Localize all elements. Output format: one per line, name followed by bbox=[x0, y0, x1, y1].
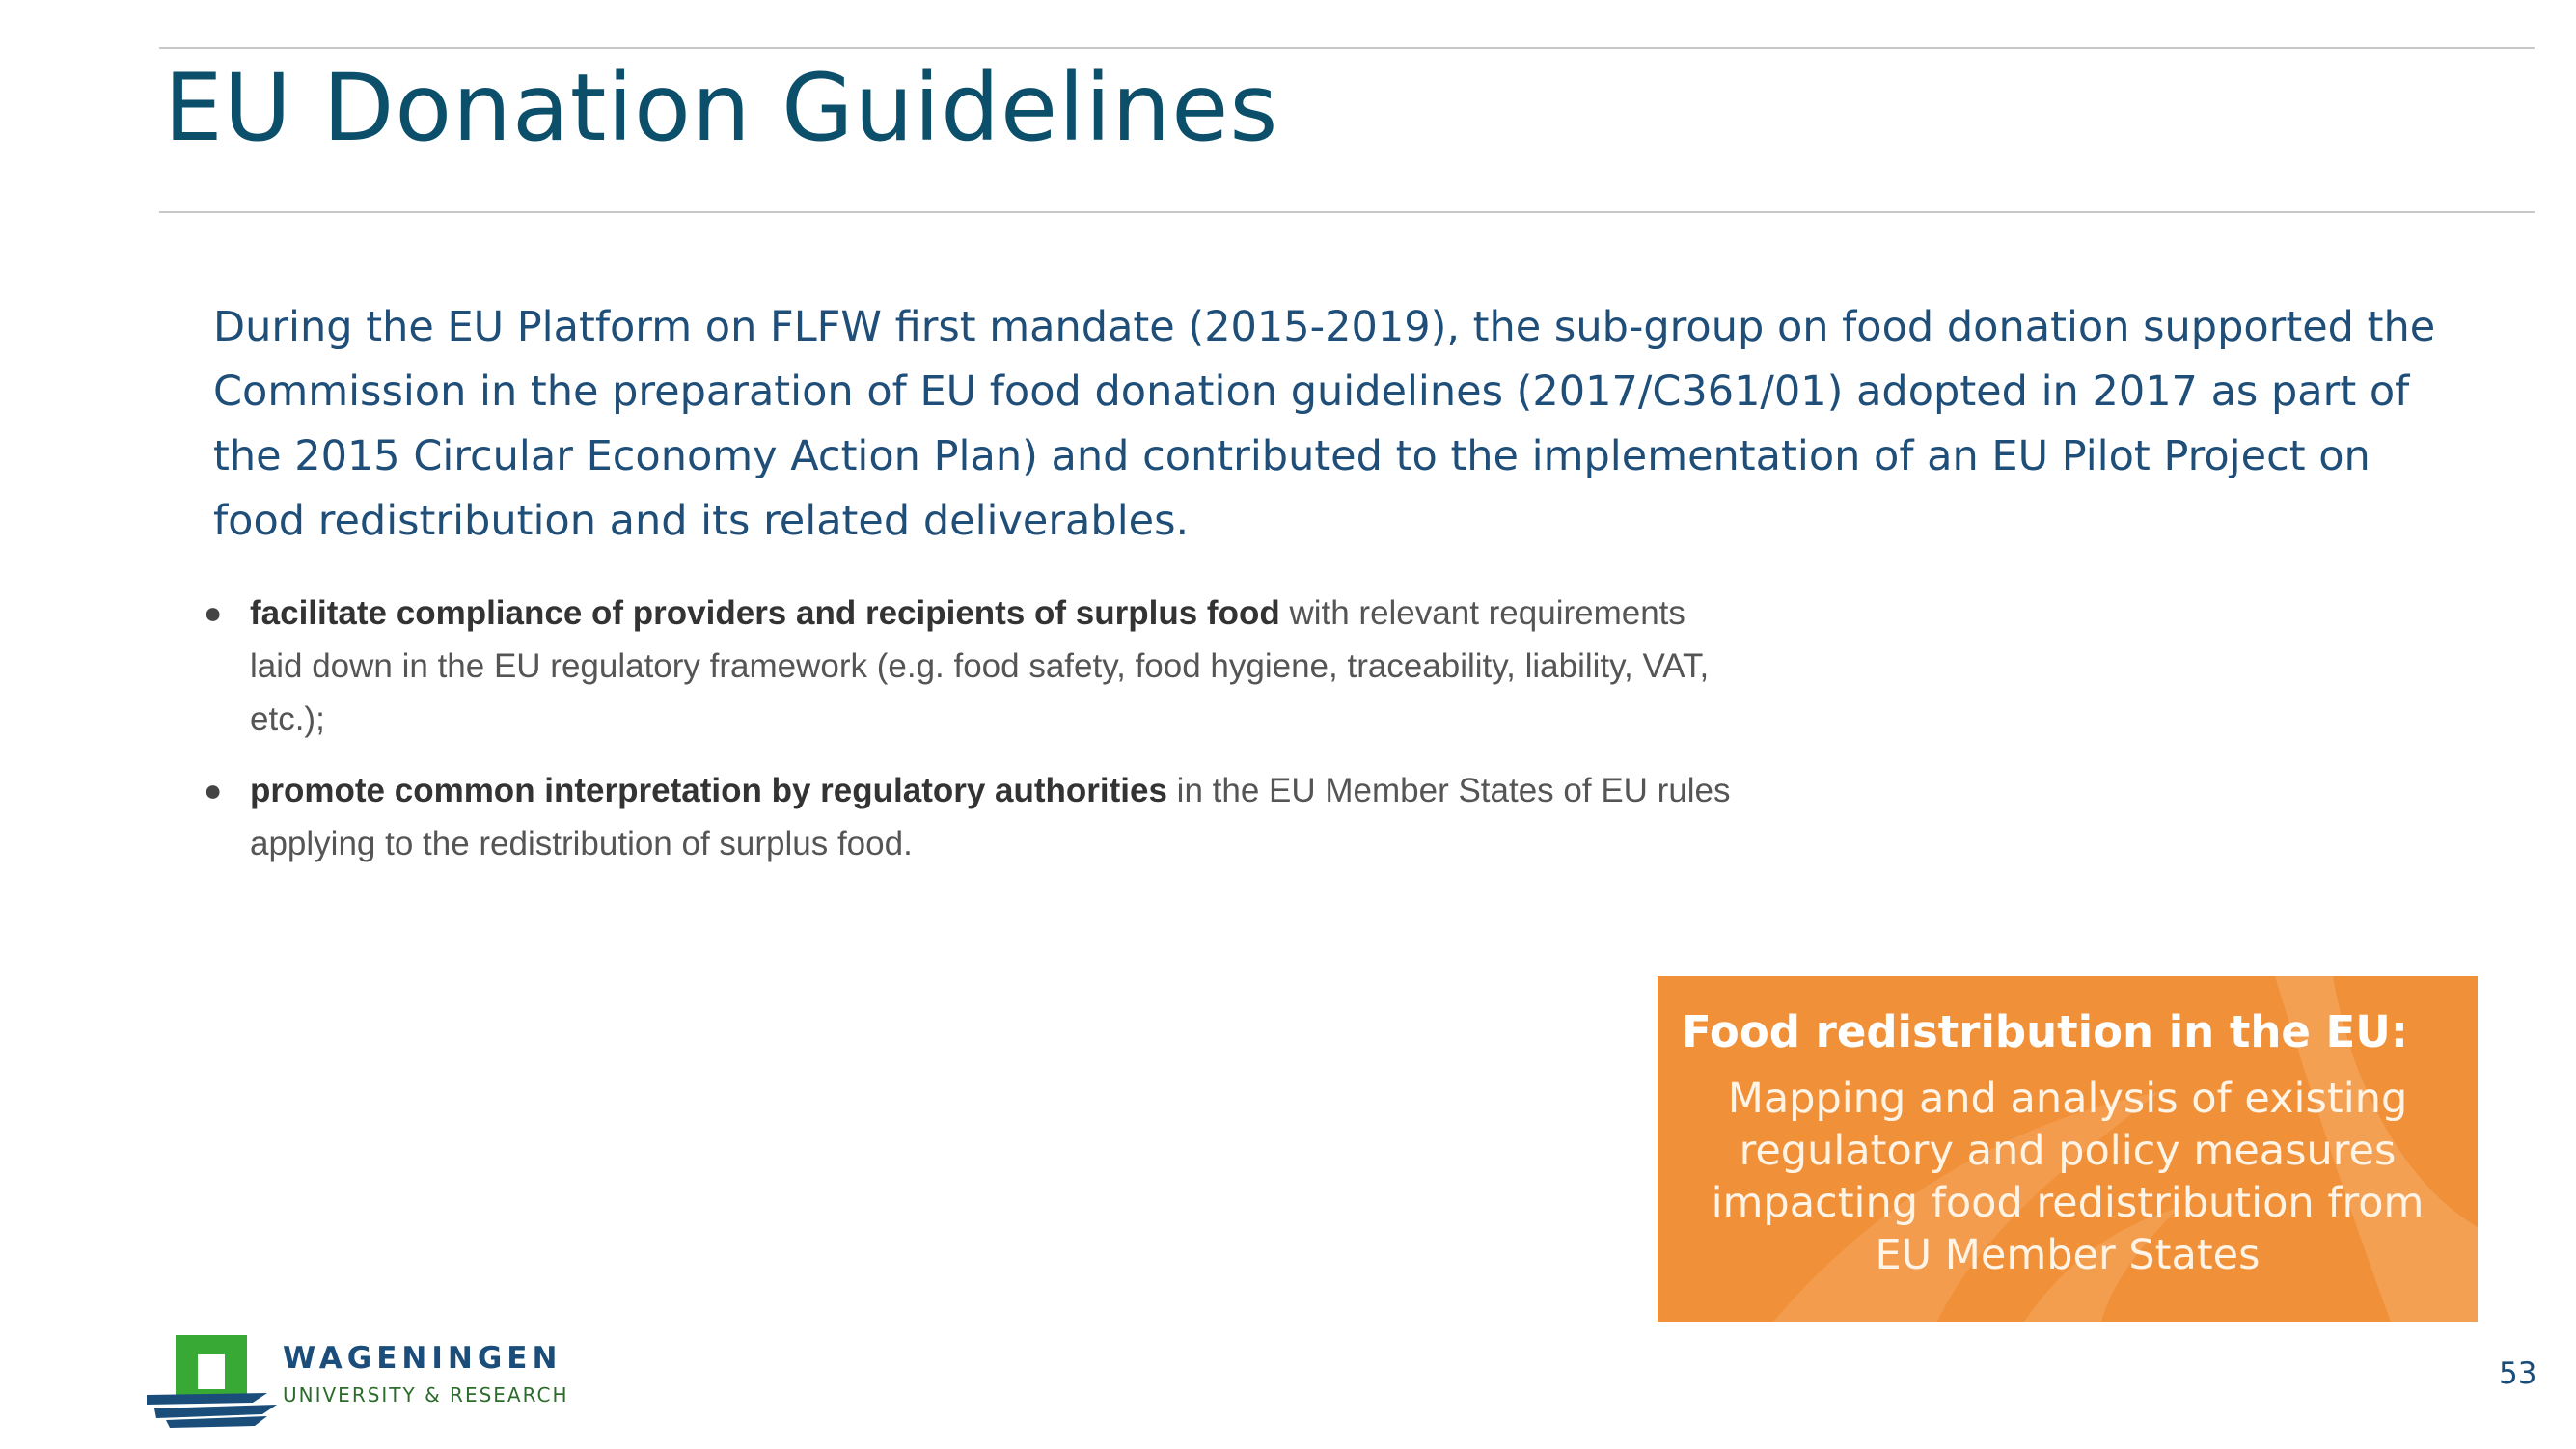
wageningen-logo-icon bbox=[147, 1335, 277, 1428]
report-card-title: Food redistribution in the EU: bbox=[1682, 1006, 2408, 1057]
slide-title: EU Donation Guidelines bbox=[164, 54, 1279, 162]
bullet-dot-icon: ● bbox=[204, 595, 223, 630]
report-cover-card bbox=[1658, 976, 2478, 1322]
bullet-bold-text: promote common interpretation by regulatory authorities bbox=[250, 772, 1167, 809]
bullet-dot-icon: ● bbox=[204, 773, 223, 807]
bullet-list bbox=[198, 587, 1741, 889]
page-number: 53 bbox=[2499, 1356, 2537, 1391]
logo-brand-name: WAGENINGEN bbox=[283, 1341, 562, 1376]
title-underline-rule bbox=[159, 211, 2535, 213]
report-card-subtitle: Mapping and analysis of existing regulatory and policy measures impacting food redistribution from EU Member States bbox=[1711, 1075, 2425, 1279]
logo-brand-subtitle: UNIVERSITY & RESEARCH bbox=[283, 1383, 569, 1407]
intro-paragraph: During the EU Platform on FLFW first mandate (2015-2019), the sub-group on food donation supported the Commission in the preparation of EU food donation guidelines (2017/C361/01) adopted in 2017 as part of the 2015 Circular Economy Action Plan) and contributed to the implementation of an EU Pilot Project on food redistribution and its related deliverables. bbox=[213, 303, 2436, 545]
bullet-text: in the EU Member States of EU rules applying to the redistribution of surplus food. bbox=[250, 772, 1731, 862]
top-rule bbox=[159, 47, 2535, 49]
bullet-item bbox=[198, 587, 1741, 746]
bullet-text: with relevant requirements laid down in the EU regulatory framework (e.g. food safety, food hygiene, traceability, liability, VAT, etc.); bbox=[250, 594, 1710, 738]
wageningen-logo bbox=[147, 1335, 600, 1428]
bullet-item bbox=[198, 764, 1741, 870]
bullet-bold-text: facilitate compliance of providers and recipients of surplus food bbox=[250, 594, 1280, 632]
